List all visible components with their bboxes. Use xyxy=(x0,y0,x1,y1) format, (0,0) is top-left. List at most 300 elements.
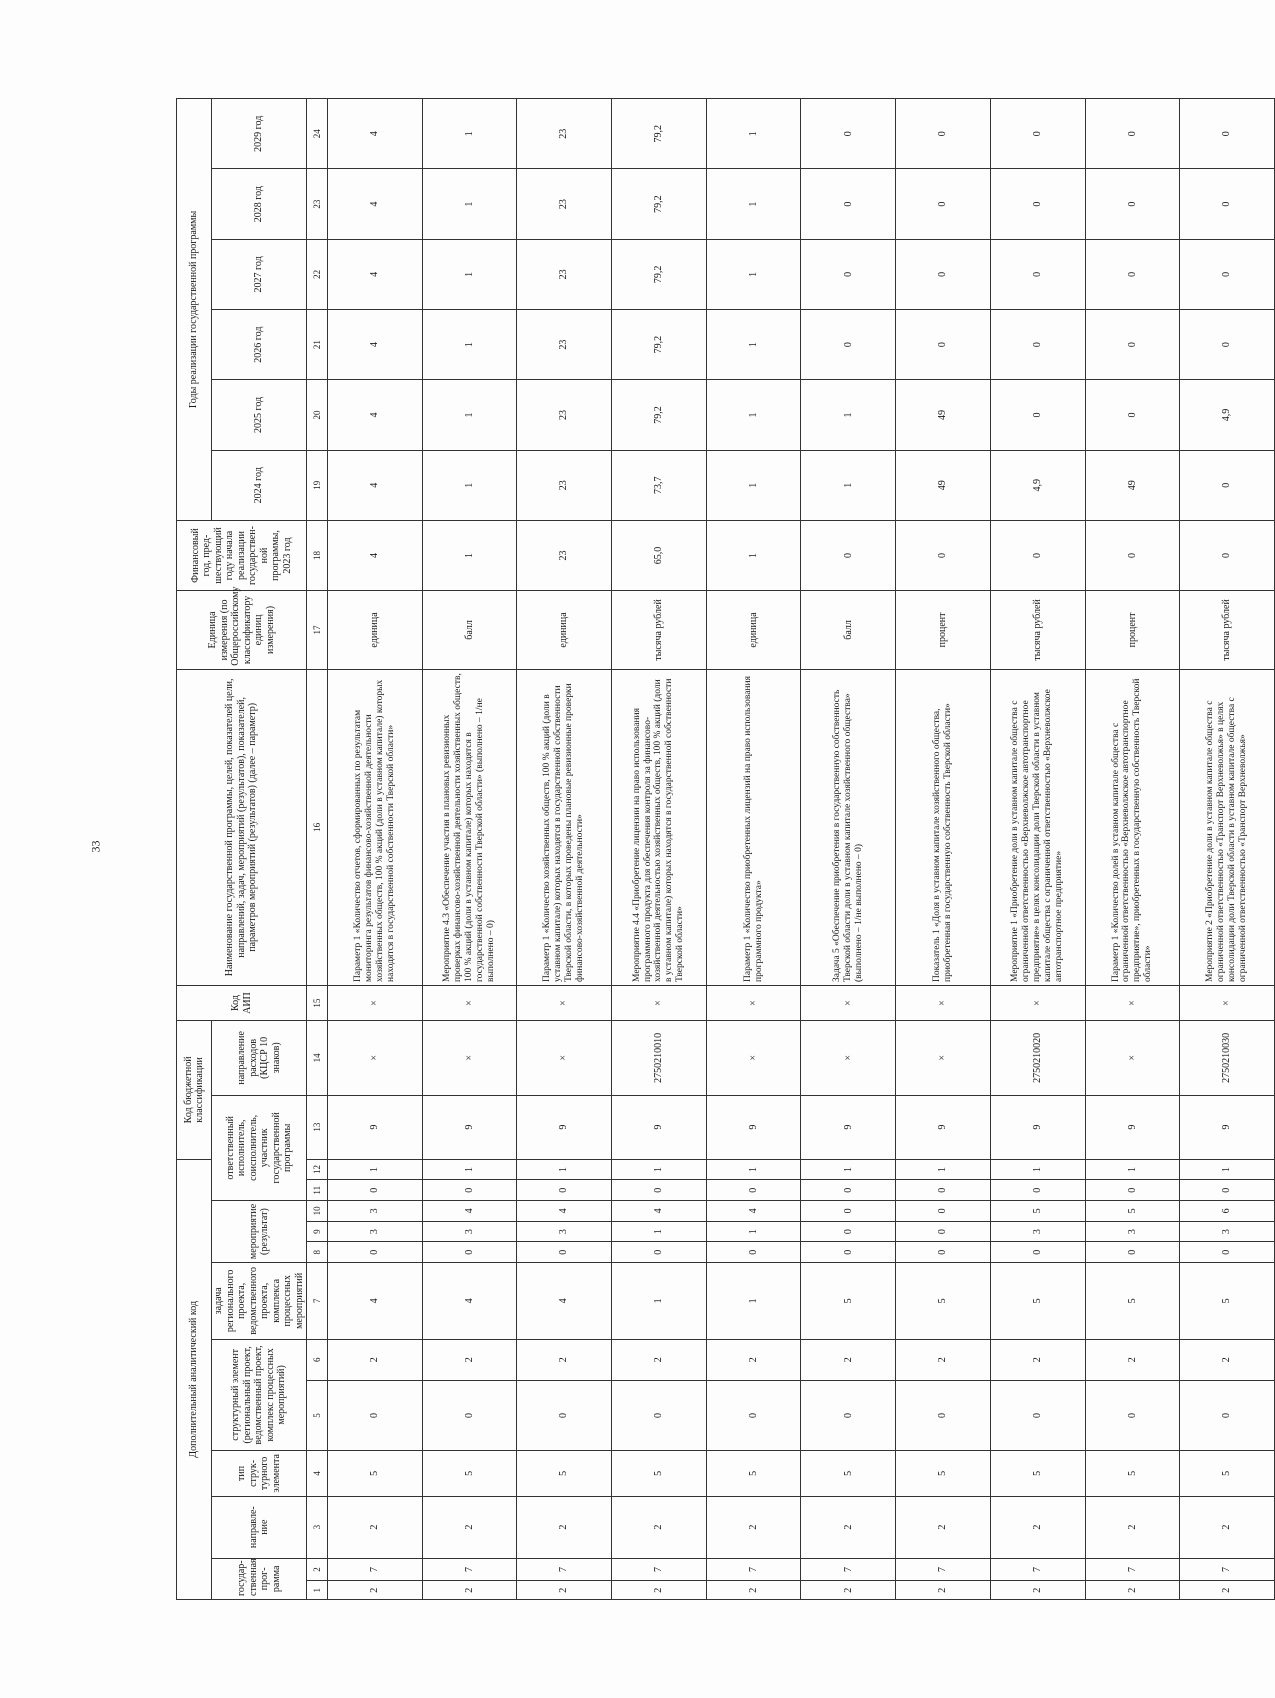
code-cell-6: 2 xyxy=(896,1339,991,1380)
code-cell-5: 0 xyxy=(896,1380,991,1450)
code-cell-11: 0 xyxy=(517,1180,612,1201)
code-cell-9: 3 xyxy=(328,1221,423,1242)
code-cell-5: 0 xyxy=(612,1380,707,1450)
code-cell-10: 6 xyxy=(1180,1201,1275,1222)
code-cell-15: × xyxy=(1085,985,1180,1020)
column-number-row xyxy=(307,99,328,1600)
code-cell-11: 0 xyxy=(328,1180,423,1201)
code-cell-13: 9 xyxy=(990,1095,1085,1159)
code-cell-15: × xyxy=(896,985,991,1020)
code-cell-7: 5 xyxy=(1180,1263,1275,1339)
code-cell-7: 5 xyxy=(990,1263,1085,1339)
code-cell-2: 7 xyxy=(422,1558,517,1581)
code-cell-11: 0 xyxy=(612,1180,707,1201)
code-cell-13: 9 xyxy=(328,1095,423,1159)
code-cell-4: 5 xyxy=(801,1451,896,1496)
code-cell-7: 5 xyxy=(896,1263,991,1339)
column-number: 18 xyxy=(307,520,328,590)
value-cell-2023: 4 xyxy=(328,520,423,590)
code-cell-11: 0 xyxy=(422,1180,517,1201)
table-row xyxy=(422,99,517,1600)
code-cell-2: 7 xyxy=(1180,1558,1275,1581)
code-cell-1: 2 xyxy=(706,1581,801,1600)
executor-header: ответственный исполнитель, соисполнитель, участник государственной программы xyxy=(212,1095,307,1201)
row-name-cell: Мероприятие 1 «Приобретение доли в уставном капитале общества с ограниченной ответственностью «Верхневолжское автотранспортное предприятие» в целях консолидации доли Тверской области в уставном капитале общества с ограниченной ответственностью «Верхневолжское автотранспортное предприятие» xyxy=(990,669,1085,985)
code-cell-14: × xyxy=(422,1021,517,1095)
code-cell-1: 2 xyxy=(517,1581,612,1600)
table-row xyxy=(1180,99,1275,1600)
code-cell-13: 9 xyxy=(896,1095,991,1159)
column-number: 12 xyxy=(307,1159,328,1180)
value-cell-2024: 4 xyxy=(328,450,423,520)
column-number: 5 xyxy=(307,1380,328,1450)
code-cell-12: 1 xyxy=(706,1159,801,1180)
code-cell-7: 1 xyxy=(612,1263,707,1339)
value-cell-2029: 0 xyxy=(896,99,991,169)
value-cell-2025: 23 xyxy=(517,380,612,450)
code-cell-13: 9 xyxy=(1085,1095,1180,1159)
code-cell-2: 7 xyxy=(1085,1558,1180,1581)
value-cell-2023: 0 xyxy=(1085,520,1180,590)
code-cell-6: 2 xyxy=(517,1339,612,1380)
code-cell-9: 0 xyxy=(896,1221,991,1242)
column-number: 19 xyxy=(307,450,328,520)
year-2027-header: 2027 год xyxy=(212,239,307,309)
code-cell-8: 0 xyxy=(328,1242,423,1263)
code-cell-7: 5 xyxy=(1085,1263,1180,1339)
row-name-cell: Задача 5 «Обеспечение приобретения в государственную собственность Тверской области доли в уставном капитале хозяйственного общества» (выполнено – 1/не выполнено – 0) xyxy=(801,669,896,985)
expense-dir-header: направление расходов (КЦСР 10 знаков) xyxy=(212,1021,307,1095)
value-cell-2023: 1 xyxy=(706,520,801,590)
column-number: 13 xyxy=(307,1095,328,1159)
column-number: 9 xyxy=(307,1221,328,1242)
value-cell-2025: 1 xyxy=(706,380,801,450)
code-cell-14: × xyxy=(1085,1021,1180,1095)
code-cell-5: 0 xyxy=(990,1380,1085,1450)
value-cell-2026: 0 xyxy=(896,310,991,380)
value-cell-2024: 49 xyxy=(1085,450,1180,520)
value-cell-2028: 0 xyxy=(1180,169,1275,239)
value-cell-2027: 1 xyxy=(422,239,517,309)
column-number: 6 xyxy=(307,1339,328,1380)
value-cell-2028: 1 xyxy=(422,169,517,239)
code-cell-1: 2 xyxy=(990,1581,1085,1600)
code-cell-10: 5 xyxy=(1085,1201,1180,1222)
program-table xyxy=(176,98,1275,1600)
value-cell-2028: 4 xyxy=(328,169,423,239)
value-cell-2029: 0 xyxy=(1085,99,1180,169)
value-cell-2028: 1 xyxy=(706,169,801,239)
code-cell-2: 7 xyxy=(612,1558,707,1581)
column-number: 8 xyxy=(307,1242,328,1263)
value-cell-2025: 49 xyxy=(896,380,991,450)
column-number: 24 xyxy=(307,99,328,169)
unit-cell: тысяча рублей xyxy=(1180,591,1275,670)
unit-cell: тысяча рублей xyxy=(990,591,1085,670)
code-cell-6: 2 xyxy=(990,1339,1085,1380)
code-cell-11: 0 xyxy=(990,1180,1085,1201)
value-cell-2026: 79,2 xyxy=(612,310,707,380)
row-name-cell: Параметр 1 «Количество отчетов, сформированных по результатам мониторинга результатов финансово-хозяйственной деятельности хозяйственных обществ, 100 % акций (доли в уставном капитале) которых находятся в государственной собственности Тверской области» xyxy=(328,669,423,985)
table-row xyxy=(517,99,612,1600)
code-cell-6: 2 xyxy=(801,1339,896,1380)
code-cell-4: 5 xyxy=(990,1451,1085,1496)
code-cell-1: 2 xyxy=(896,1581,991,1600)
value-cell-2024: 1 xyxy=(422,450,517,520)
code-cell-4: 5 xyxy=(896,1451,991,1496)
code-cell-5: 0 xyxy=(801,1380,896,1450)
value-cell-2027: 1 xyxy=(706,239,801,309)
code-cell-4: 5 xyxy=(1180,1451,1275,1496)
code-cell-3: 2 xyxy=(896,1496,991,1558)
header-row-top xyxy=(177,99,212,1600)
code-cell-10: 4 xyxy=(612,1201,707,1222)
task-header: задача регионального проекта, ведомственного проекта, комплекса процессных мероприятий xyxy=(212,1263,307,1339)
value-cell-2024: 0 xyxy=(1180,450,1275,520)
value-cell-2026: 0 xyxy=(990,310,1085,380)
column-number: 10 xyxy=(307,1201,328,1222)
code-cell-8: 0 xyxy=(422,1242,517,1263)
year-2025-header: 2025 год xyxy=(212,380,307,450)
years-group-header: Годы реализации государственной программы xyxy=(177,99,212,521)
year-2026-header: 2026 год xyxy=(212,310,307,380)
column-number: 23 xyxy=(307,169,328,239)
code-cell-8: 0 xyxy=(896,1242,991,1263)
code-cell-1: 2 xyxy=(1085,1581,1180,1600)
value-cell-2025: 79,2 xyxy=(612,380,707,450)
code-cell-4: 5 xyxy=(612,1451,707,1496)
code-cell-12: 1 xyxy=(896,1159,991,1180)
code-cell-2: 7 xyxy=(990,1558,1085,1581)
code-cell-6: 2 xyxy=(612,1339,707,1380)
value-cell-2024: 4,9 xyxy=(990,450,1085,520)
column-number: 4 xyxy=(307,1451,328,1496)
unit-header: Единица измерения (по Общероссийскому классификатору единиц измерения) xyxy=(177,591,307,670)
code-cell-15: × xyxy=(612,985,707,1020)
code-cell-2: 7 xyxy=(896,1558,991,1581)
code-cell-11: 0 xyxy=(1085,1180,1180,1201)
code-cell-15: × xyxy=(801,985,896,1020)
code-cell-13: 9 xyxy=(706,1095,801,1159)
value-cell-2023: 0 xyxy=(896,520,991,590)
value-cell-2029: 23 xyxy=(517,99,612,169)
value-cell-2029: 0 xyxy=(801,99,896,169)
row-name-cell: Мероприятие 2 «Приобретение доли в уставном капитале общества с ограниченной ответственностью «Транспорт Верхневолжья» в целях консолидации доли Тверской области в уставном капитале общества с ограниченной ответственностью «Транспорт Верхневолжья» xyxy=(1180,669,1275,985)
code-cell-11: 0 xyxy=(1180,1180,1275,1201)
code-cell-13: 9 xyxy=(801,1095,896,1159)
code-cell-8: 0 xyxy=(517,1242,612,1263)
code-cell-7: 4 xyxy=(422,1263,517,1339)
code-cell-10: 0 xyxy=(896,1201,991,1222)
value-cell-2025: 4,9 xyxy=(1180,380,1275,450)
code-cell-3: 2 xyxy=(1180,1496,1275,1558)
code-cell-12: 1 xyxy=(328,1159,423,1180)
value-cell-2026: 0 xyxy=(1085,310,1180,380)
code-cell-12: 1 xyxy=(1180,1159,1275,1180)
code-cell-6: 2 xyxy=(1085,1339,1180,1380)
struct-element-header: структурный элемент (региональный проект, ведомственный проект, комплекс процессных мероприятий) xyxy=(212,1339,307,1451)
value-cell-2027: 0 xyxy=(990,239,1085,309)
code-cell-6: 2 xyxy=(328,1339,423,1380)
code-cell-9: 3 xyxy=(1180,1221,1275,1242)
value-cell-2024: 73,7 xyxy=(612,450,707,520)
code-cell-15: × xyxy=(328,985,423,1020)
code-cell-12: 1 xyxy=(801,1159,896,1180)
code-cell-10: 4 xyxy=(706,1201,801,1222)
value-cell-2027: 0 xyxy=(1085,239,1180,309)
column-number: 21 xyxy=(307,310,328,380)
code-cell-4: 5 xyxy=(422,1451,517,1496)
value-cell-2023: 0 xyxy=(990,520,1085,590)
column-number: 16 xyxy=(307,669,328,985)
struct-type-header: тип струк-турного элемента xyxy=(212,1451,307,1496)
code-cell-15: × xyxy=(517,985,612,1020)
unit-cell: балл xyxy=(422,591,517,670)
direction-header: направле-ние xyxy=(212,1496,307,1558)
year-2028-header: 2028 год xyxy=(212,169,307,239)
table-row xyxy=(1085,99,1180,1600)
code-cell-15: × xyxy=(990,985,1085,1020)
code-cell-8: 0 xyxy=(612,1242,707,1263)
code-cell-7: 1 xyxy=(706,1263,801,1339)
code-cell-8: 0 xyxy=(1085,1242,1180,1263)
code-cell-6: 2 xyxy=(422,1339,517,1380)
code-cell-10: 4 xyxy=(422,1201,517,1222)
table-row xyxy=(896,99,991,1600)
code-cell-3: 2 xyxy=(612,1496,707,1558)
code-cell-15: × xyxy=(706,985,801,1020)
code-cell-13: 9 xyxy=(517,1095,612,1159)
value-cell-2028: 0 xyxy=(1085,169,1180,239)
code-cell-14: × xyxy=(706,1021,801,1095)
code-cell-8: 0 xyxy=(1180,1242,1275,1263)
code-cell-5: 0 xyxy=(422,1380,517,1450)
value-cell-2023: 0 xyxy=(1180,520,1275,590)
value-cell-2025: 1 xyxy=(801,380,896,450)
column-number: 7 xyxy=(307,1263,328,1339)
code-cell-9: 3 xyxy=(1085,1221,1180,1242)
budget-code-header: Код бюджетной классификации xyxy=(177,1021,212,1160)
value-cell-2029: 1 xyxy=(706,99,801,169)
code-cell-2: 7 xyxy=(328,1558,423,1581)
code-cell-11: 0 xyxy=(706,1180,801,1201)
value-cell-2027: 0 xyxy=(1180,239,1275,309)
code-cell-12: 1 xyxy=(422,1159,517,1180)
column-number: 2 xyxy=(307,1558,328,1581)
code-cell-9: 1 xyxy=(706,1221,801,1242)
code-cell-14: × xyxy=(517,1021,612,1095)
code-cell-8: 0 xyxy=(706,1242,801,1263)
column-number: 15 xyxy=(307,985,328,1020)
unit-cell: процент xyxy=(1085,591,1180,670)
value-cell-2023: 0 xyxy=(801,520,896,590)
code-cell-8: 0 xyxy=(990,1242,1085,1263)
unit-cell: балл xyxy=(801,591,896,670)
value-cell-2027: 0 xyxy=(801,239,896,309)
code-cell-11: 0 xyxy=(896,1180,991,1201)
code-cell-5: 0 xyxy=(328,1380,423,1450)
code-cell-4: 5 xyxy=(1085,1451,1180,1496)
value-cell-2027: 0 xyxy=(896,239,991,309)
code-cell-10: 4 xyxy=(517,1201,612,1222)
code-cell-14: × xyxy=(896,1021,991,1095)
row-name-cell: Мероприятие 4.3 «Обеспечение участия в плановых ревизионных проверках финансово-хозяйственной деятельности хозяйственных обществ, 100 % акций (доли в уставном капитале) которых находятся в государственной собственности Тверской области» (выполнено – 1/не выполнено – 0) xyxy=(422,669,517,985)
table-row xyxy=(328,99,423,1600)
code-cell-4: 5 xyxy=(706,1451,801,1496)
code-cell-7: 5 xyxy=(801,1263,896,1339)
year-2024-header: 2024 год xyxy=(212,450,307,520)
value-cell-2028: 23 xyxy=(517,169,612,239)
code-cell-3: 2 xyxy=(1085,1496,1180,1558)
value-cell-2026: 1 xyxy=(706,310,801,380)
value-cell-2024: 23 xyxy=(517,450,612,520)
fin-year-header: Финансовый год, пред-шествующий году начала реализации государствен-ной программы, 2023 год xyxy=(177,520,307,590)
value-cell-2029: 0 xyxy=(1180,99,1275,169)
rotated-table-wrapper xyxy=(176,98,1249,1600)
code-cell-12: 1 xyxy=(517,1159,612,1180)
code-cell-7: 4 xyxy=(328,1263,423,1339)
gos-program-header: государ-ственная прог-рамма xyxy=(212,1558,307,1599)
code-cell-1: 2 xyxy=(422,1581,517,1600)
value-cell-2028: 79,2 xyxy=(612,169,707,239)
value-cell-2025: 4 xyxy=(328,380,423,450)
code-cell-7: 4 xyxy=(517,1263,612,1339)
code-cell-14: × xyxy=(328,1021,423,1095)
code-cell-6: 2 xyxy=(706,1339,801,1380)
value-cell-2028: 0 xyxy=(896,169,991,239)
value-cell-2024: 1 xyxy=(801,450,896,520)
code-cell-12: 1 xyxy=(612,1159,707,1180)
code-cell-2: 7 xyxy=(517,1558,612,1581)
column-number: 17 xyxy=(307,591,328,670)
value-cell-2024: 49 xyxy=(896,450,991,520)
value-cell-2027: 4 xyxy=(328,239,423,309)
table-row xyxy=(706,99,801,1600)
code-cell-15: × xyxy=(1180,985,1275,1020)
code-cell-4: 5 xyxy=(328,1451,423,1496)
code-cell-10: 3 xyxy=(328,1201,423,1222)
row-name-cell: Параметр 1 «Количество хозяйственных обществ, 100 % акций (доли в уставном капитале) которых находятся в государственной собственности Тверской области, в которых проведены плановые ревизионные проверки финансово-хозяйственной деятельности» xyxy=(517,669,612,985)
code-cell-6: 2 xyxy=(1180,1339,1275,1380)
value-cell-2028: 0 xyxy=(801,169,896,239)
row-name-cell: Мероприятие 4.4 «Приобретение лицензии на право использования программного продукта для обеспечения контроля за финансово-хозяйственной деятельностью хозяйственных обществ, 100 % акций (доли в уставном капитале) которых находятся в государственной собственности Тверской области» xyxy=(612,669,707,985)
column-number: 1 xyxy=(307,1581,328,1600)
unit-cell: процент xyxy=(896,591,991,670)
value-cell-2023: 65,0 xyxy=(612,520,707,590)
code-cell-11: 0 xyxy=(801,1180,896,1201)
code-cell-14: 2750210030 xyxy=(1180,1021,1275,1095)
value-cell-2026: 0 xyxy=(801,310,896,380)
row-name-cell: Показатель 1 «Доля в уставном капитале хозяйственного общества, приобретенная в государственную собственность Тверской области» xyxy=(896,669,991,985)
value-cell-2027: 79,2 xyxy=(612,239,707,309)
value-cell-2029: 79,2 xyxy=(612,99,707,169)
column-number: 20 xyxy=(307,380,328,450)
unit-cell: единица xyxy=(706,591,801,670)
code-cell-5: 0 xyxy=(517,1380,612,1450)
code-cell-1: 2 xyxy=(801,1581,896,1600)
year-2029-header: 2029 год xyxy=(212,99,307,169)
value-cell-2026: 4 xyxy=(328,310,423,380)
code-cell-12: 1 xyxy=(1085,1159,1180,1180)
value-cell-2029: 4 xyxy=(328,99,423,169)
table-row xyxy=(612,99,707,1600)
value-cell-2025: 1 xyxy=(422,380,517,450)
name-header: Наименование государственной программы, целей, показателей цели, направлений, задач, мероприятий (результатов), показателей, параметров мероприятий (результатов) (далее – параметр) xyxy=(177,669,307,985)
code-cell-3: 2 xyxy=(422,1496,517,1558)
code-cell-3: 2 xyxy=(517,1496,612,1558)
event-header: мероприятие (результат) xyxy=(212,1201,307,1263)
code-cell-14: 2750210010 xyxy=(612,1021,707,1095)
value-cell-2026: 0 xyxy=(1180,310,1275,380)
column-number: 14 xyxy=(307,1021,328,1095)
code-cell-14: × xyxy=(801,1021,896,1095)
code-cell-14: 2750210020 xyxy=(990,1021,1085,1095)
code-cell-3: 2 xyxy=(990,1496,1085,1558)
code-cell-9: 1 xyxy=(612,1221,707,1242)
code-cell-9: 3 xyxy=(422,1221,517,1242)
code-cell-13: 9 xyxy=(612,1095,707,1159)
code-cell-5: 0 xyxy=(706,1380,801,1450)
code-cell-12: 1 xyxy=(990,1159,1085,1180)
code-cell-1: 2 xyxy=(612,1581,707,1600)
code-cell-1: 2 xyxy=(1180,1581,1275,1600)
code-cell-13: 9 xyxy=(422,1095,517,1159)
code-cell-9: 0 xyxy=(801,1221,896,1242)
code-cell-3: 2 xyxy=(328,1496,423,1558)
row-name-cell: Параметр 1 «Количество долей в уставном капитале общества с ограниченной ответственностью «Верхневолжское автотранспортное предприятие», приобретенных в государственную собственность Тверской области» xyxy=(1085,669,1180,985)
value-cell-2025: 0 xyxy=(1085,380,1180,450)
code-cell-10: 5 xyxy=(990,1201,1085,1222)
code-cell-4: 5 xyxy=(517,1451,612,1496)
code-cell-3: 2 xyxy=(706,1496,801,1558)
value-cell-2024: 1 xyxy=(706,450,801,520)
code-cell-3: 2 xyxy=(801,1496,896,1558)
code-cell-9: 3 xyxy=(517,1221,612,1242)
column-number: 22 xyxy=(307,239,328,309)
code-cell-2: 7 xyxy=(706,1558,801,1581)
value-cell-2029: 0 xyxy=(990,99,1085,169)
code-cell-1: 2 xyxy=(328,1581,423,1600)
code-cell-5: 0 xyxy=(1085,1380,1180,1450)
table-row xyxy=(990,99,1085,1600)
row-name-cell: Параметр 1 «Количество приобретенных лицензий на право использования программного продукта» xyxy=(706,669,801,985)
code-cell-8: 0 xyxy=(801,1242,896,1263)
unit-cell: единица xyxy=(328,591,423,670)
value-cell-2027: 23 xyxy=(517,239,612,309)
additional-code-header: Дополнительный аналитический код xyxy=(177,1159,212,1599)
code-cell-15: × xyxy=(422,985,517,1020)
value-cell-2026: 1 xyxy=(422,310,517,380)
code-cell-13: 9 xyxy=(1180,1095,1275,1159)
table-row xyxy=(801,99,896,1600)
code-cell-10: 0 xyxy=(801,1201,896,1222)
value-cell-2026: 23 xyxy=(517,310,612,380)
unit-cell: тысяча рублей xyxy=(612,591,707,670)
aip-code-header: Код АИП xyxy=(177,985,307,1020)
value-cell-2028: 0 xyxy=(990,169,1085,239)
code-cell-2: 7 xyxy=(801,1558,896,1581)
value-cell-2029: 1 xyxy=(422,99,517,169)
code-cell-5: 0 xyxy=(1180,1380,1275,1450)
value-cell-2025: 0 xyxy=(990,380,1085,450)
value-cell-2023: 23 xyxy=(517,520,612,590)
unit-cell: единица xyxy=(517,591,612,670)
code-cell-9: 3 xyxy=(990,1221,1085,1242)
column-number: 3 xyxy=(307,1496,328,1558)
page-number: 33 xyxy=(88,840,103,853)
value-cell-2023: 1 xyxy=(422,520,517,590)
column-number: 11 xyxy=(307,1180,328,1201)
